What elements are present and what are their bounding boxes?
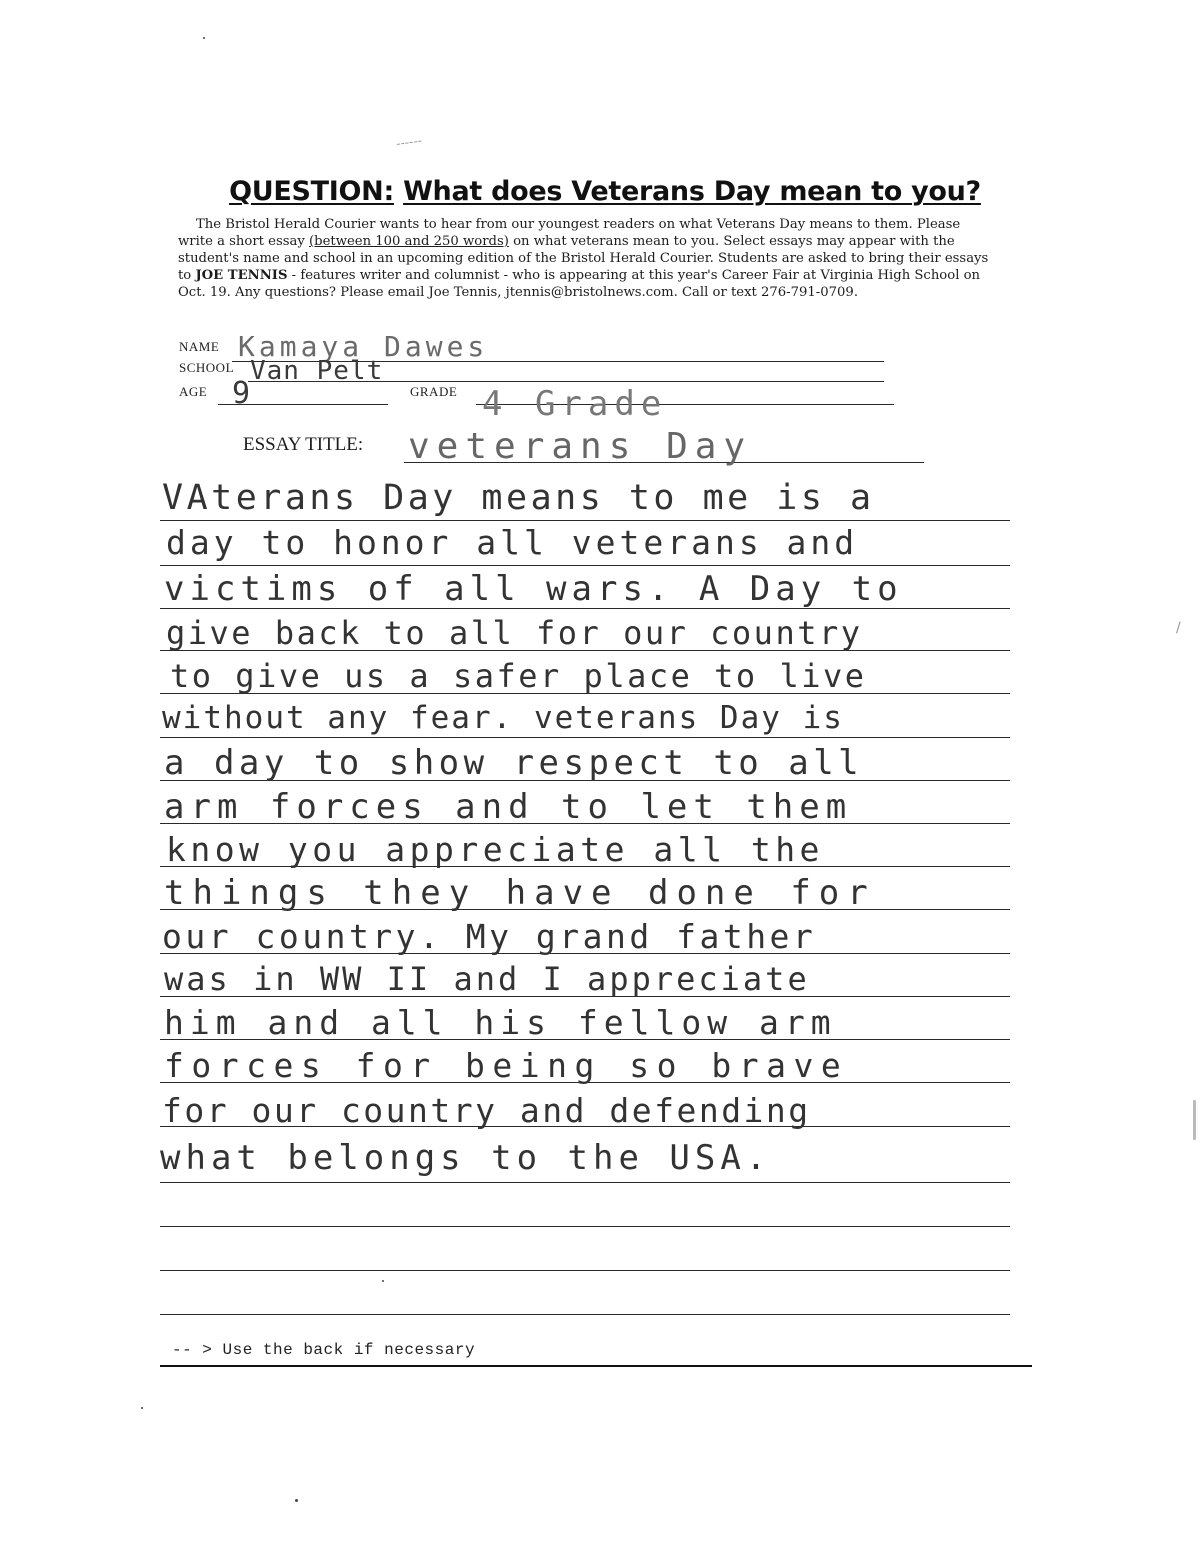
essay-line: VAterans Day means to me is a (162, 478, 875, 518)
essay-rule (160, 1182, 1010, 1183)
scan-stroke: ‐‐‐‐‐‐ (395, 133, 423, 151)
essay-line: day to honor all veterans and (166, 523, 859, 562)
instructions-paragraph (178, 216, 1028, 301)
essay-line: forces for being so brave (164, 1046, 849, 1085)
essay-rule (160, 1270, 1010, 1271)
use-back-note: -- > Use the back if necessary (172, 1341, 476, 1359)
essay-title-label: ESSAY TITLE: (243, 434, 364, 455)
question-text: What does Veterans Day mean to you? (403, 176, 981, 207)
essay-line: without any fear. veterans Day is (162, 700, 844, 736)
essay-line: arm forces and to let them (164, 787, 853, 827)
footer-underline (160, 1365, 1032, 1367)
age-handwritten: 9 (232, 376, 251, 411)
instructions-line (178, 233, 1028, 250)
instructions-text: on what veterans mean to you. Select essays may appear with the (508, 234, 955, 249)
grade-label: GRADE (410, 384, 458, 399)
instructions-text: - features writer and columnist - who is appearing at this year's Career Fair at Virginia High School on (287, 268, 981, 283)
essay-rule (160, 1226, 1010, 1227)
name-label: NAME (179, 339, 220, 354)
scan-speck (382, 1280, 384, 1282)
essay-rule (160, 565, 1010, 566)
essay-line: a day to show respect to all (164, 743, 864, 783)
name-handwritten: Kamaya Dawes (238, 330, 489, 363)
essay-rule (160, 520, 1010, 521)
essay-title-handwritten: veterans Day (408, 426, 753, 467)
essay-line: know you appreciate all the (166, 830, 824, 869)
scan-speck (141, 1407, 143, 1409)
age-label: AGE (179, 384, 208, 399)
essay-line: victims of all wars. A Day to (164, 569, 903, 609)
school-handwritten: Van Pelt (250, 356, 384, 386)
instructions-line: student's name and school in an upcoming edition of the Bristol Herald Courier. Students are asked to bring their essays (178, 251, 989, 266)
instructions-text: to (178, 268, 196, 283)
essay-line: for our country and defending (162, 1091, 811, 1130)
instructions-line: The Bristol Herald Courier wants to hear from our youngest readers on what Veterans Day means to them. Please (196, 217, 961, 232)
essay-line: him and all his fellow arm (164, 1003, 837, 1042)
word-count-requirement: (between 100 and 250 words) (309, 234, 509, 249)
instructions-line: Oct. 19. Any questions? Please email Joe Tennis, jtennis@bristolnews.com. Call or text 276-791-0709. (178, 285, 859, 300)
essay-line: was in WW II and I appreciate (164, 960, 810, 998)
grade-handwritten: 4 Grade (482, 384, 668, 424)
scan-speck (295, 1499, 298, 1502)
essay-line: what belongs to the USA. (160, 1138, 772, 1178)
scan-stroke: / (1176, 620, 1181, 636)
essay-line: things they have done for (164, 873, 876, 913)
question-label: QUESTION: (229, 176, 394, 207)
essay-rule (160, 1314, 1010, 1315)
essay-line: our country. My grand father (162, 917, 817, 956)
scan-speck (1193, 1100, 1196, 1140)
instructions-line (178, 267, 1028, 284)
school-label: SCHOOL (179, 360, 235, 375)
essay-line: to give us a safer place to live (170, 657, 867, 695)
scan-speck (203, 37, 205, 39)
instructions-text: write a short essay (178, 234, 309, 249)
essay-line: give back to all for our country (166, 614, 863, 652)
essay-rule (160, 737, 1010, 738)
page-title (180, 176, 1030, 207)
contact-name: JOE TENNIS (195, 268, 288, 283)
